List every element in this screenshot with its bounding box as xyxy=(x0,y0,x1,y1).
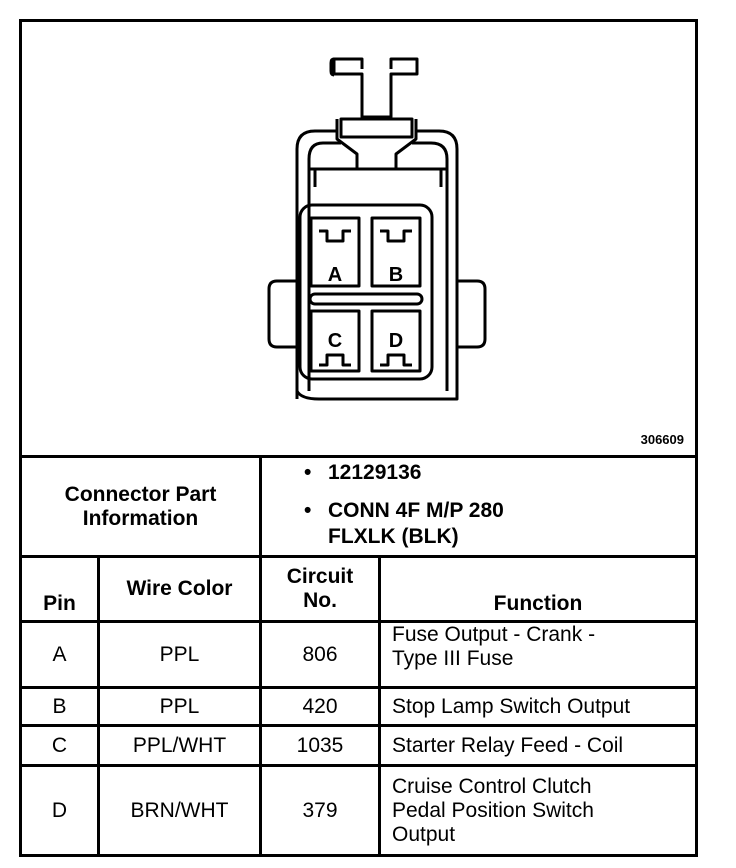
row-c-circuit: 1035 xyxy=(296,733,344,757)
row-c-pin: C xyxy=(51,733,68,757)
row-d-circuit: 379 xyxy=(302,798,338,822)
row-a-circuit: 806 xyxy=(302,642,338,666)
figure-number: 306609 xyxy=(640,432,684,447)
row-a-pin: A xyxy=(52,642,67,666)
grid-line xyxy=(259,455,262,558)
part-info-values xyxy=(298,460,504,550)
row-b-circuit: 420 xyxy=(302,694,338,718)
cavity-label-a: A xyxy=(327,264,343,286)
row-d-wire-color: BRN/WHT xyxy=(130,798,229,822)
header-function: Function xyxy=(493,592,583,615)
row-b-pin: B xyxy=(52,694,67,718)
cavity-label-c: C xyxy=(327,330,343,352)
row-b-wire-color: PPL xyxy=(159,694,200,718)
part-number: • 12129136 xyxy=(304,461,422,484)
row-a-function: Fuse Output - Crank - Type III Fuse xyxy=(392,623,596,670)
row-c-function: Starter Relay Feed - Coil xyxy=(392,733,624,757)
header-pin: Pin xyxy=(43,592,76,615)
connector-diagram xyxy=(19,19,698,455)
cavity-label-b: B xyxy=(388,264,404,286)
header-circuit-no: Circuit No. xyxy=(286,565,354,612)
row-d-function: Cruise Control Clutch Pedal Position Switch Output xyxy=(392,774,594,846)
connector-description: • CONN 4F M/P 280 FLXLK (BLK) xyxy=(304,499,504,548)
row-c-wire-color: PPL/WHT xyxy=(132,733,227,757)
connector-part-info-label: Connector Part Information xyxy=(64,482,217,530)
row-d-pin: D xyxy=(51,798,68,822)
connector-face-drawing xyxy=(19,19,698,455)
cavity-label-d: D xyxy=(388,330,404,352)
header-wire-color: Wire Color xyxy=(126,577,233,600)
row-b-function: Stop Lamp Switch Output xyxy=(392,694,631,718)
row-a-wire-color: PPL xyxy=(159,642,200,666)
